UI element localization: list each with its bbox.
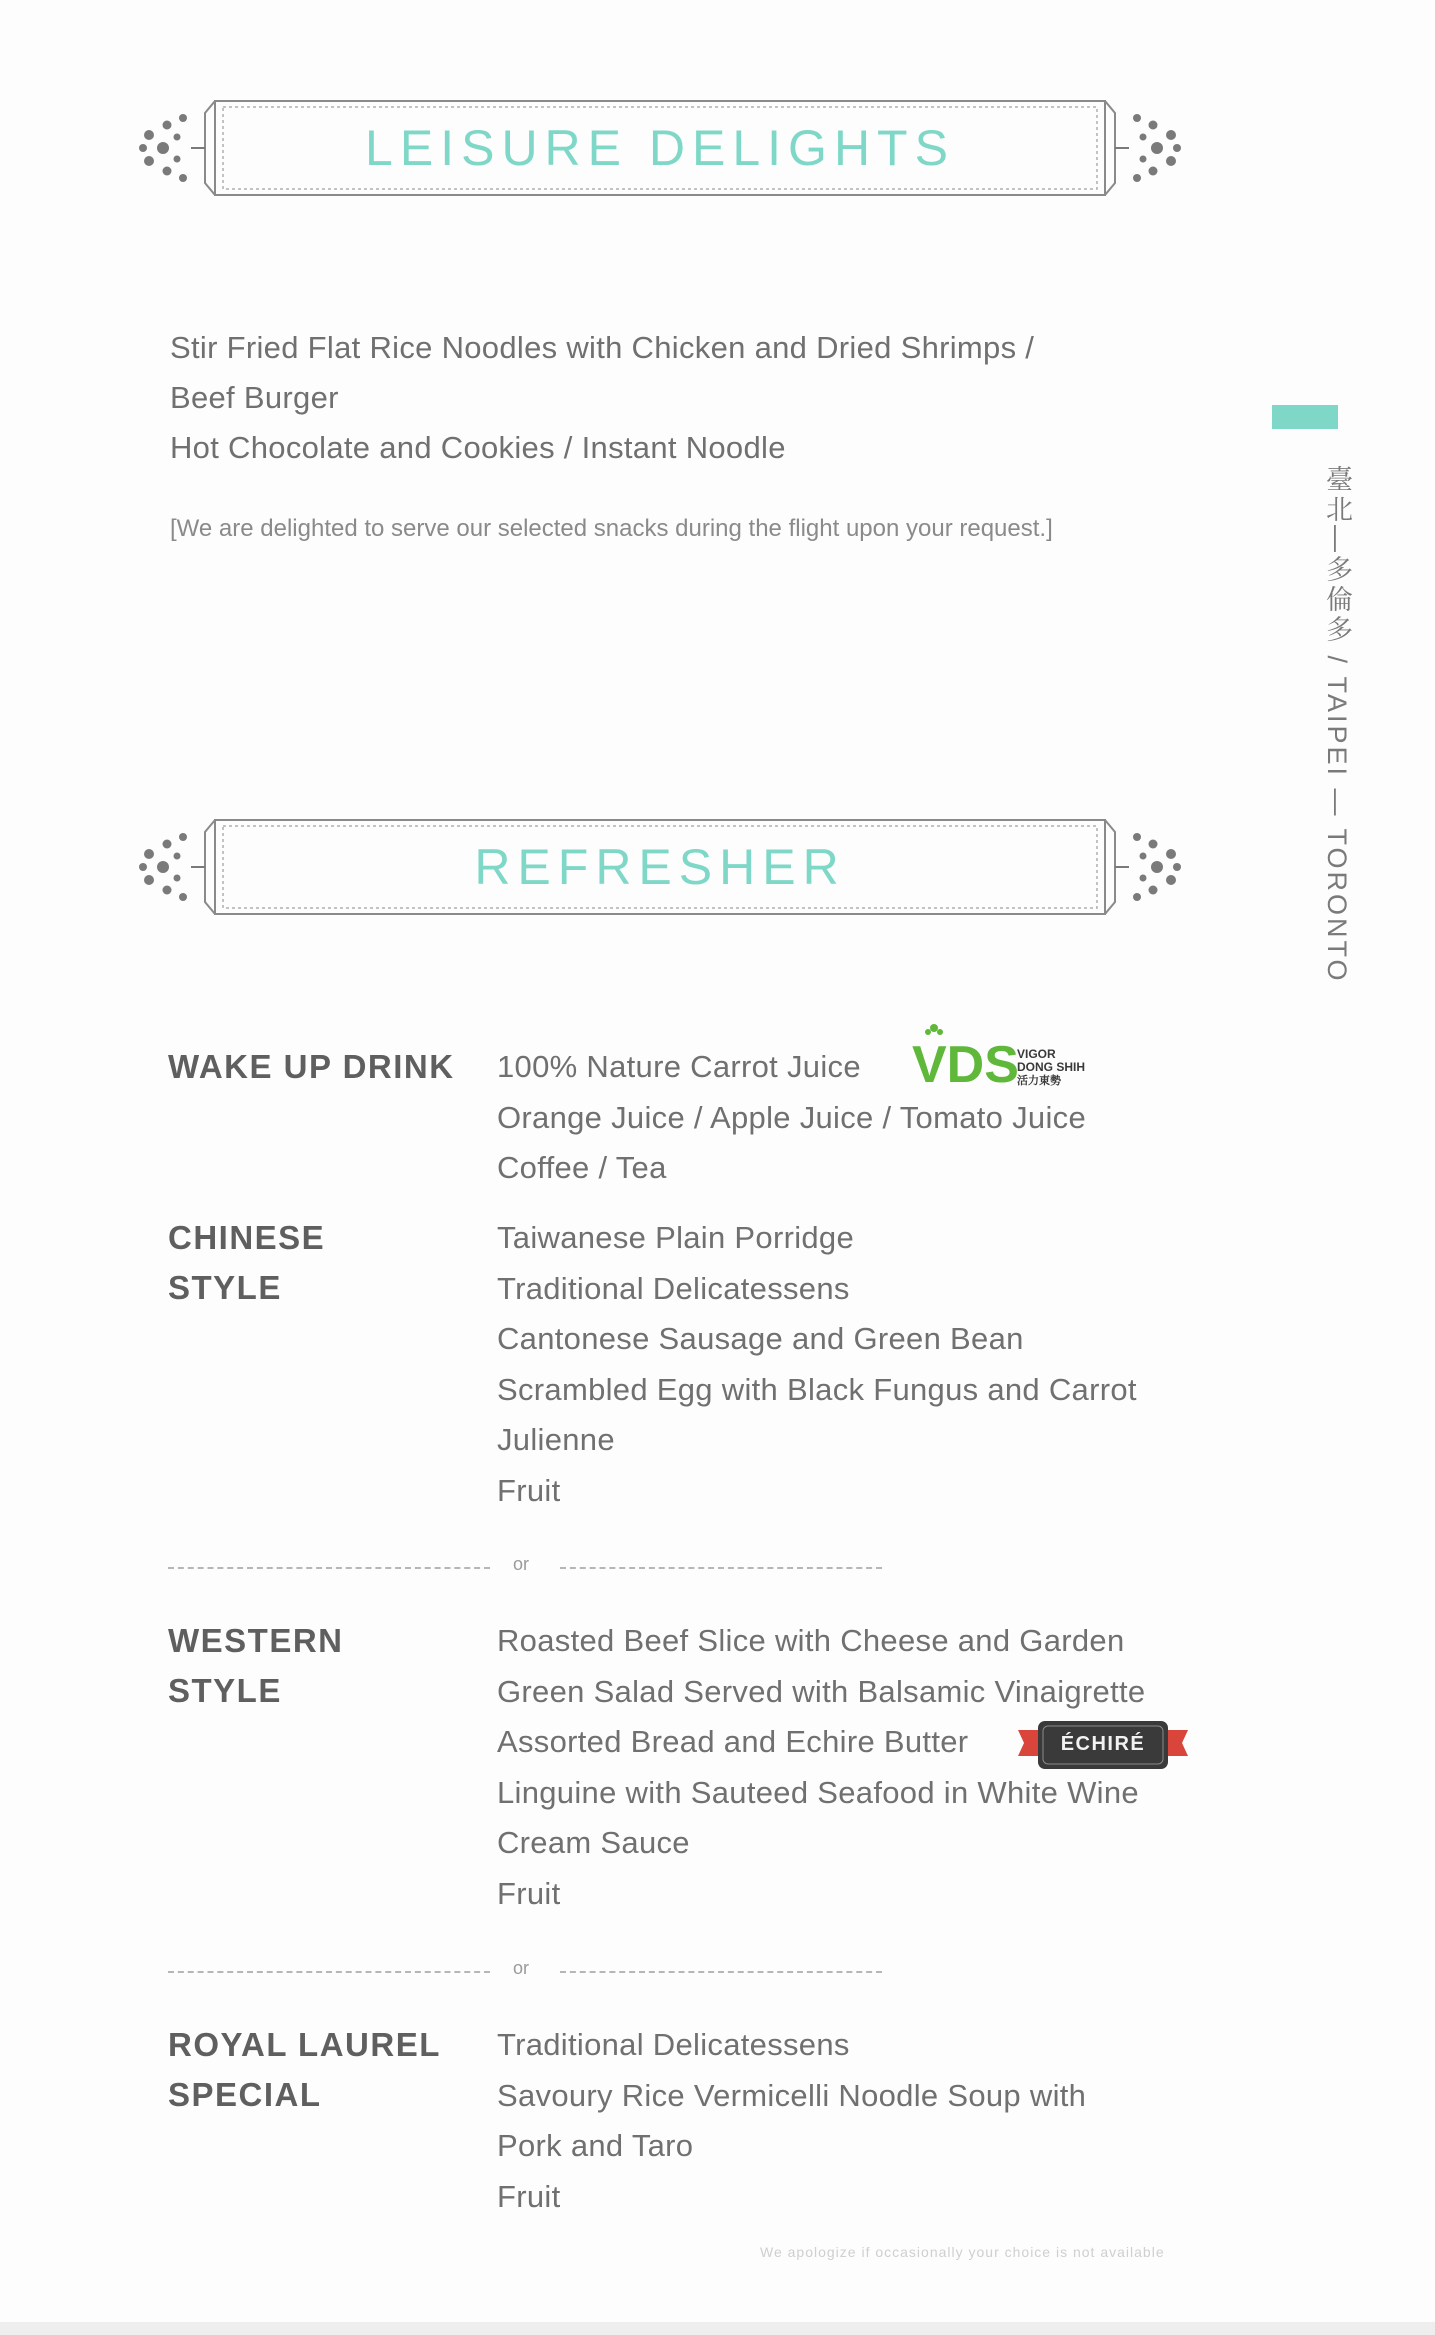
menu-item: Julienne: [497, 1422, 615, 1457]
label-line: STYLE: [168, 1269, 282, 1306]
vds-mark: VDS: [912, 1036, 1019, 1092]
western-style-label: [168, 1616, 344, 1716]
route-label: 臺北—多倫多 / TAIPEI — TORONTO: [1322, 465, 1352, 984]
menu-item: Traditional Delicatessens: [497, 1270, 850, 1306]
menu-item: Traditional Delicatessens: [497, 2027, 850, 2062]
footer-note: We apologize if occasionally your choice is not available: [760, 2244, 1165, 2260]
menu-item: Roasted Beef Slice with Cheese and Garden: [497, 1623, 1125, 1658]
leisure-banner: [135, 93, 1185, 203]
or-text: or: [513, 1554, 530, 1574]
leisure-item: Stir Fried Flat Rice Noodles with Chicken and Dried Shrimps /: [170, 330, 1035, 365]
menu-item: Fruit: [497, 1875, 561, 1911]
refresher-title: REFRESHER: [474, 839, 846, 895]
menu-item: Cream Sauce: [497, 1825, 690, 1860]
label-line: SPECIAL: [168, 2076, 322, 2113]
leisure-title: LEISURE DELIGHTS: [365, 120, 955, 176]
echire-logo: [1018, 1718, 1188, 1772]
menu-item: 100% Nature Carrot Juice: [497, 1049, 861, 1084]
menu-item: Assorted Bread and Echire Butter: [497, 1724, 969, 1759]
side-accent-bar: [1272, 405, 1338, 429]
label-line: WESTERN: [168, 1622, 344, 1659]
echire-text: ÉCHIRÉ: [1060, 1733, 1146, 1755]
vds-logo: [910, 1022, 1100, 1092]
menu-item: Orange Juice / Apple Juice / Tomato Juice: [497, 1099, 1086, 1135]
refresher-banner: [135, 812, 1185, 922]
wake-up-label: WAKE UP DRINK: [168, 1048, 455, 1085]
chinese-style-label: [168, 1213, 325, 1313]
menu-item: Fruit: [497, 2178, 561, 2214]
leisure-note: [We are delighted to serve our selected snacks during the flight upon your request.]: [170, 515, 1053, 542]
royal-laurel-label: [168, 2020, 441, 2120]
or-text: or: [513, 1958, 530, 1978]
menu-item: Cantonese Sausage and Green Bean: [497, 1321, 1024, 1356]
vds-line-3: 活力東勢: [1017, 1074, 1061, 1087]
menu-item: Savoury Rice Vermicelli Noodle Soup with: [497, 2077, 1087, 2113]
or-divider: [168, 1554, 888, 1578]
label-line: STYLE: [168, 1672, 282, 1709]
menu-item: Fruit: [497, 1472, 561, 1508]
or-divider: [168, 1958, 888, 1982]
menu-item: Pork and Taro: [497, 2128, 694, 2163]
menu-item: Coffee / Tea: [497, 1150, 667, 1185]
menu-item: Green Salad Served with Balsamic Vinaigrette: [497, 1673, 1146, 1709]
royal-laurel-items: [497, 2020, 1086, 2222]
leisure-item: Hot Chocolate and Cookies / Instant Noodle: [170, 430, 786, 465]
page-bottom-edge: [0, 2322, 1435, 2335]
label-line: CHINESE: [168, 1219, 326, 1256]
label-line: ROYAL LAUREL: [168, 2026, 441, 2063]
menu-item: Scrambled Egg with Black Fungus and Carrot: [497, 1371, 1137, 1407]
menu-item: Taiwanese Plain Porridge: [497, 1220, 855, 1255]
chinese-style-items: [497, 1213, 1137, 1516]
vds-line-1: VIGOR: [1017, 1047, 1056, 1061]
leisure-item: Beef Burger: [170, 380, 339, 415]
menu-item: Linguine with Sauteed Seafood in White Wine: [497, 1774, 1139, 1810]
vds-line-2: DONG SHIH: [1017, 1060, 1086, 1074]
